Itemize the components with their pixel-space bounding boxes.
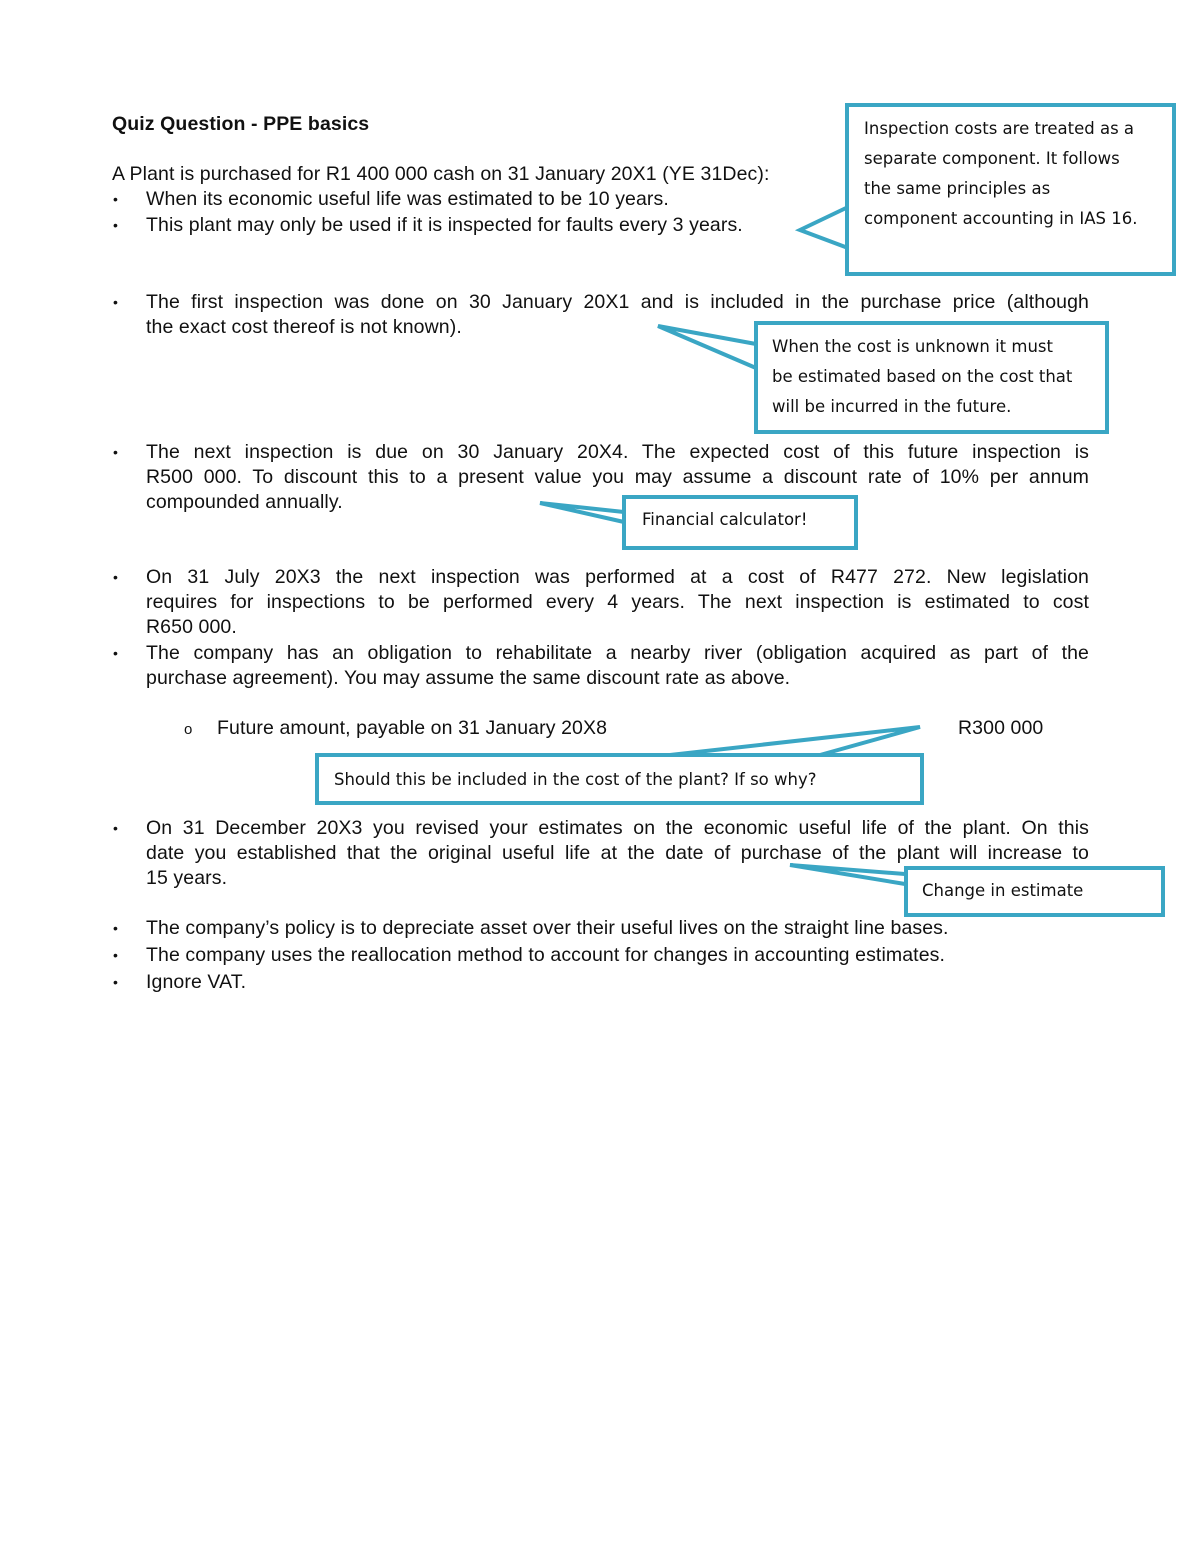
bullet-marker: • [113, 820, 118, 836]
callout-pointer-include-in-cost [670, 727, 920, 755]
rehabilitation-line1: The company has an obligation to rehabilitate a nearby river (obligation acquired as part of the [146, 642, 1089, 664]
callout-pointer-change-estimate [790, 865, 905, 884]
bullet-marker: • [113, 974, 118, 990]
next-inspection-line3: compounded annually. [146, 491, 343, 513]
bullet-marker: • [113, 645, 118, 661]
callout-inspection-line3: the same principles as [864, 179, 1051, 198]
callout-inspection-line4: component accounting in IAS 16. [864, 209, 1138, 228]
policy-vat: Ignore VAT. [146, 971, 247, 993]
bullet-marker: • [113, 191, 118, 207]
bullet-marker: • [113, 294, 118, 310]
bullet-inspection-frequency: This plant may only be used if it is inspected for faults every 3 years. [146, 214, 743, 236]
quiz-title: Quiz Question - PPE basics [112, 113, 370, 135]
inspection-performed-line2: requires for inspections to be performed every 4 years. The next inspection is estimated to cost [146, 591, 1089, 613]
callout-cost-unknown-line3: will be incurred in the future. [772, 397, 1012, 416]
future-amount-label: Future amount, payable on 31 January 20X8 [217, 717, 608, 739]
callout-cost-unknown-line2: be estimated based on the cost that [772, 367, 1073, 386]
inspection-performed-line3: R650 000. [146, 616, 237, 638]
rehabilitation-line2: purchase agreement). You may assume the same discount rate as above. [146, 667, 791, 689]
callout-include-in-cost-text: Should this be included in the cost of the plant? If so why? [334, 770, 817, 789]
policy-depreciation: The company’s policy is to depreciate asset over their useful lives on the straight line bases. [146, 917, 949, 939]
policy-reallocation: The company uses the reallocation method to account for changes in accounting estimates. [146, 944, 946, 966]
first-inspection-line1: The first inspection was done on 30 January 20X1 and is included in the purchase price (although [146, 291, 1089, 313]
future-amount-value: R300 000 [958, 717, 1044, 739]
bullet-useful-life: When its economic useful life was estimated to be 10 years. [146, 188, 669, 210]
callout-pointer-financial-calculator [540, 503, 624, 522]
revision-line2: date you established that the original useful life at the date of purchase of the plant will increase to [146, 842, 1089, 864]
bullet-marker: • [113, 217, 118, 233]
callout-cost-unknown-line1: When the cost is unknown it must [772, 337, 1053, 356]
bullet-marker: • [113, 947, 118, 963]
first-inspection-line2: the exact cost thereof is not known). [146, 316, 462, 338]
bullet-marker: • [113, 920, 118, 936]
sub-bullet-marker: o [184, 721, 193, 738]
callout-pointer-inspection [800, 208, 848, 248]
revision-line3: 15 years. [146, 867, 228, 889]
inspection-performed-line1: On 31 July 20X3 the next inspection was performed at a cost of R477 272. New legislation [146, 566, 1089, 588]
bullet-marker: • [113, 569, 118, 585]
callout-financial-calculator-text: Financial calculator! [642, 510, 808, 529]
revision-line1: On 31 December 20X3 you revised your estimates on the economic useful life of the plant. On this [146, 817, 1089, 839]
callout-inspection-line2: separate component. It follows [864, 149, 1120, 168]
bullet-marker: • [113, 444, 118, 460]
callout-inspection-line1: Inspection costs are treated as a [864, 119, 1135, 138]
callout-pointer-cost-unknown [658, 326, 756, 368]
next-inspection-line1: The next inspection is due on 30 January 20X4. The expected cost of this future inspection is [146, 441, 1089, 463]
intro-text: A Plant is purchased for R1 400 000 cash on 31 January 20X1 (YE 31Dec): [112, 163, 770, 185]
callout-change-in-estimate-text: Change in estimate [922, 881, 1084, 900]
next-inspection-line2: R500 000. To discount this to a present value you may assume a discount rate of 10% per annum [146, 466, 1089, 488]
